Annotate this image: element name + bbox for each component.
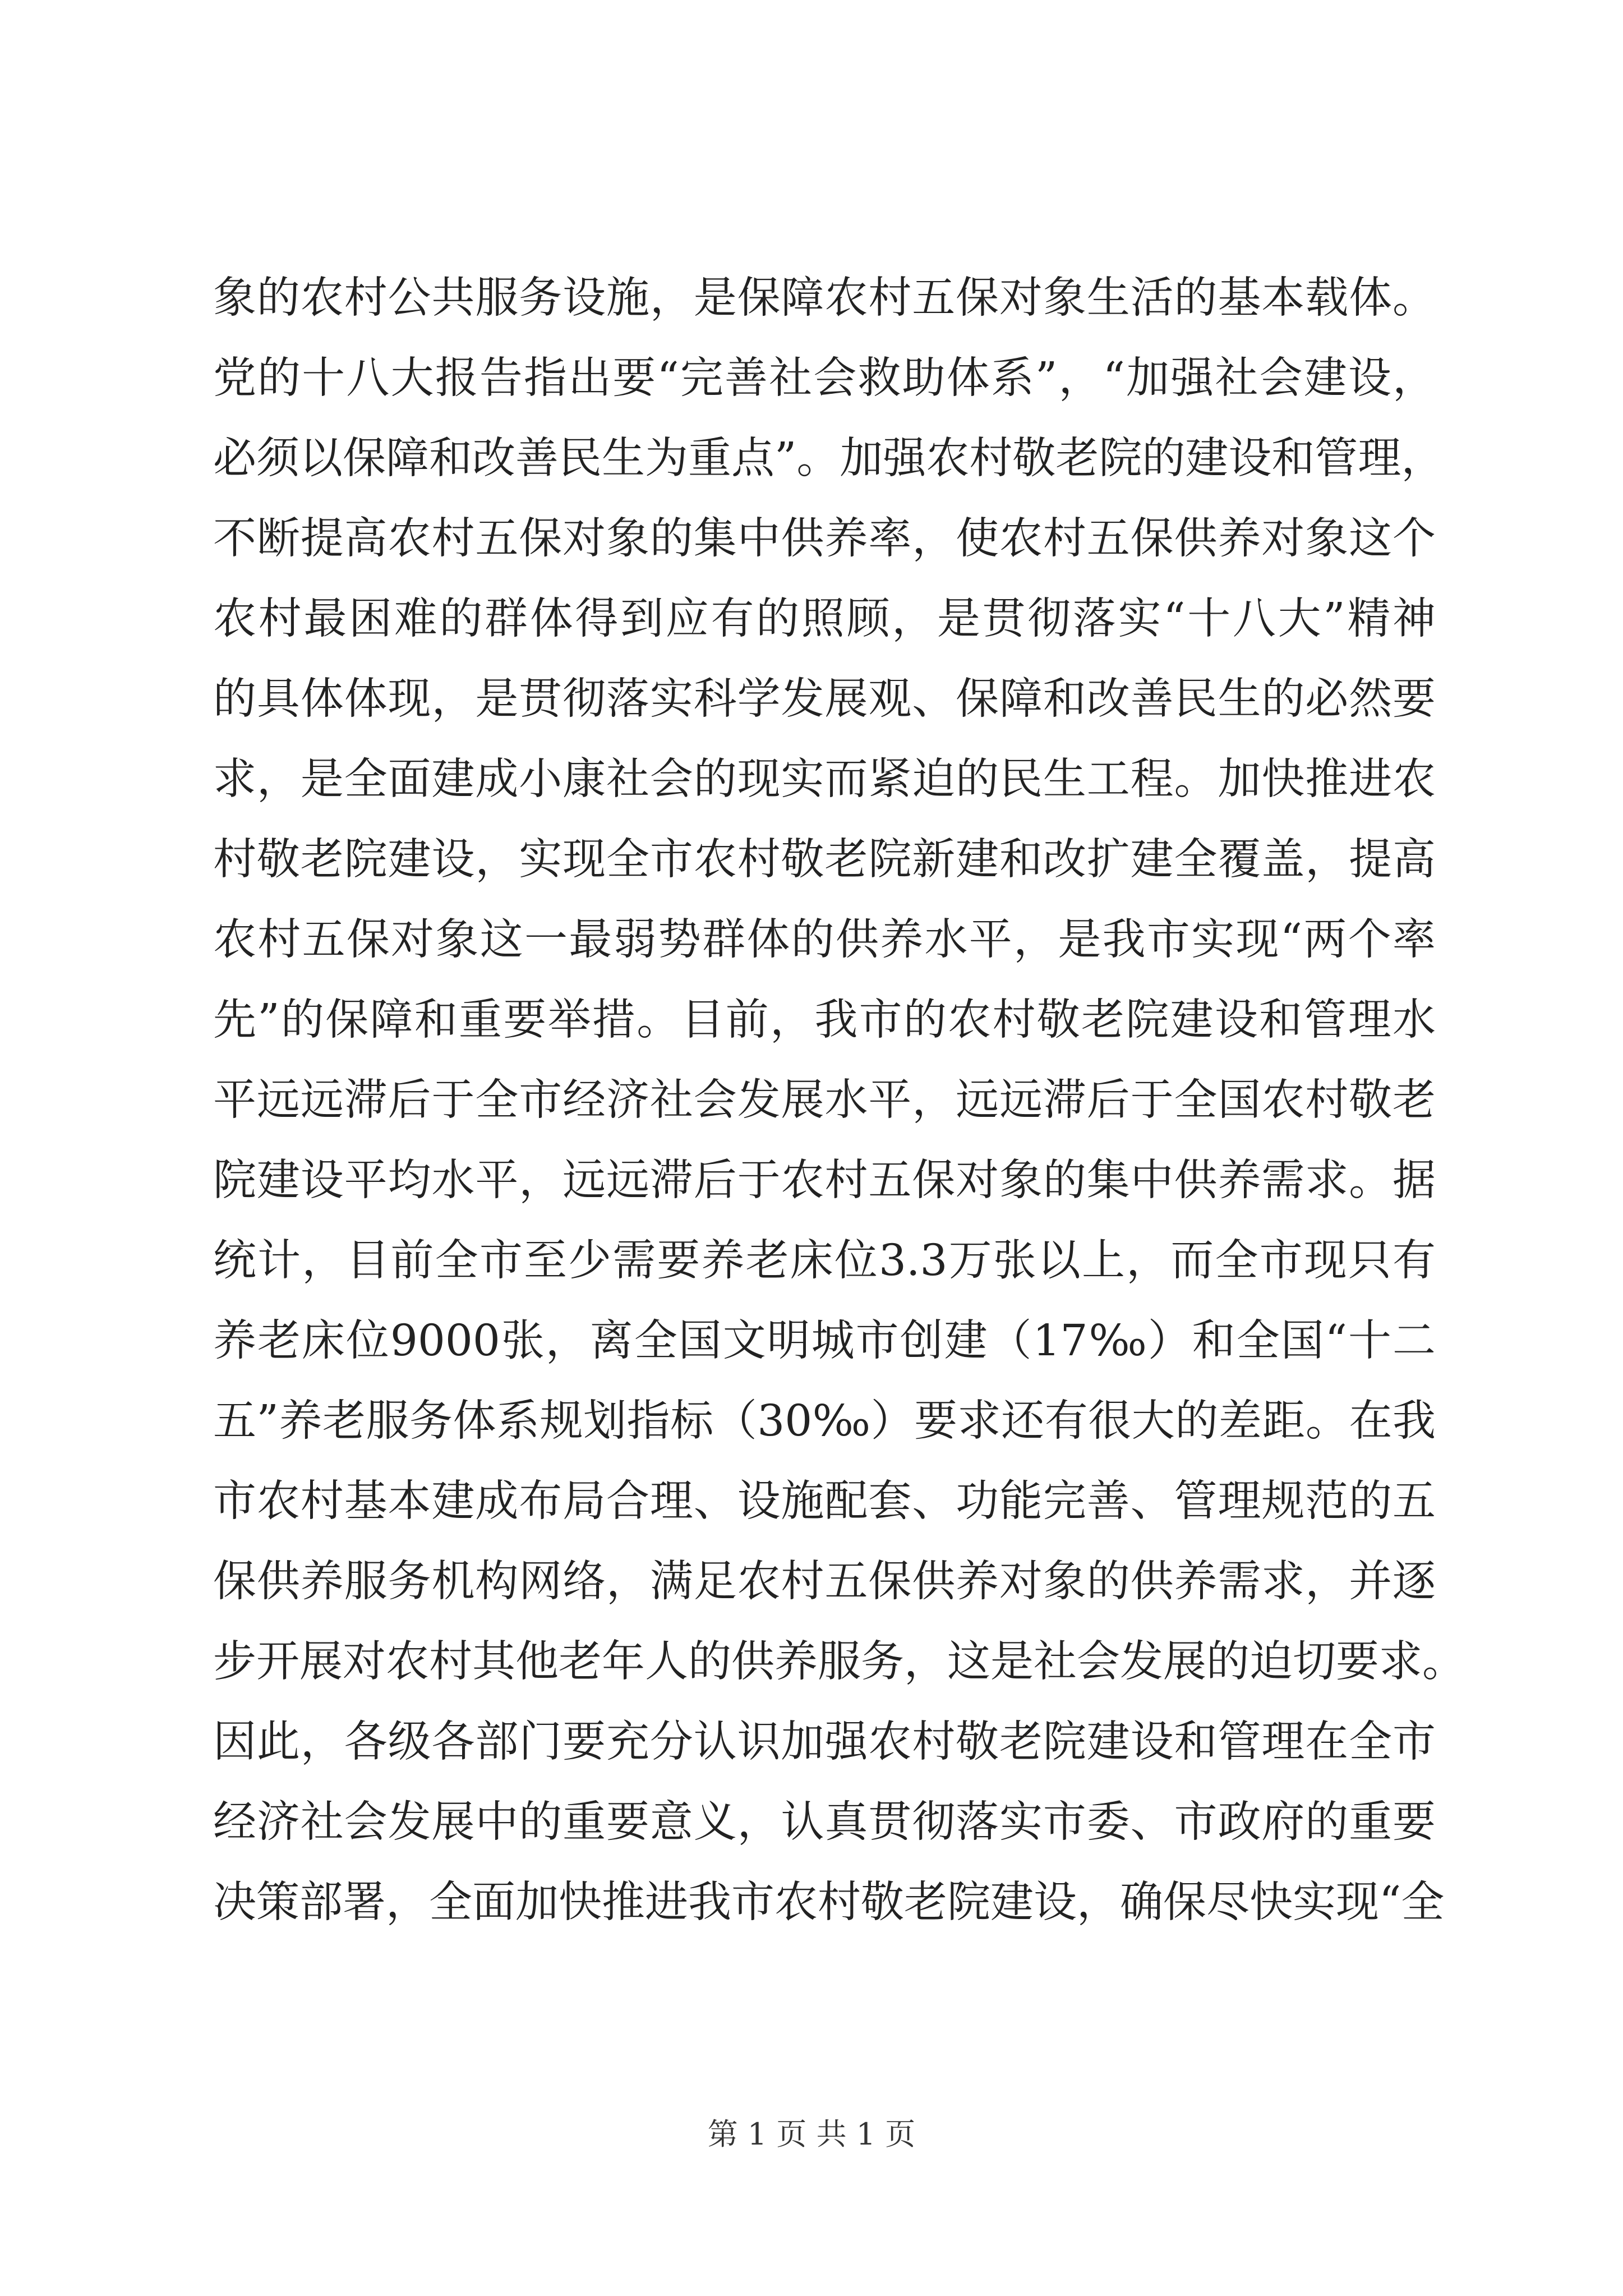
page-number: 第 1 页 共 1 页 <box>707 2116 916 2152</box>
text-line: 统计，目前全市至少需要养老床位3.3万张以上，而全市现只有 <box>213 1236 1436 1286</box>
text-line: 农村最困难的群体得到应有的照顾，是贯彻落实“十八大”精神 <box>213 594 1436 644</box>
text-line: 五”养老服务体系规划指标（30‰）要求还有很大的差距。在我 <box>213 1396 1436 1446</box>
text-line: 院建设平均水平，远远滞后于农村五保对象的集中供养需求。据 <box>213 1156 1436 1205</box>
text-line: 保供养服务机构网络，满足农村五保供养对象的供养需求，并逐 <box>213 1557 1436 1607</box>
text-line: 平远远滞后于全市经济社会发展水平，远远滞后于全国农村敬老 <box>213 1075 1436 1125</box>
text-line: 不断提高农村五保对象的集中供养率，使农村五保供养对象这个 <box>213 514 1436 564</box>
text-line: 经济社会发展中的重要意义，认真贯彻落实市委、市政府的重要 <box>213 1797 1436 1847</box>
text-line: 因此，各级各部门要充分认识加强农村敬老院建设和管理在全市 <box>213 1717 1436 1767</box>
page-footer <box>0 2115 1623 2154</box>
text-line: 养老床位9000张，离全国文明城市创建（17‰）和全国“十二 <box>213 1316 1436 1366</box>
text-line: 村敬老院建设，实现全市农村敬老院新建和改扩建全覆盖，提高 <box>213 835 1436 885</box>
text-line: 求，是全面建成小康社会的现实而紧迫的民生工程。加快推进农 <box>213 754 1436 804</box>
text-line: 必须以保障和改善民生为重点”。加强农村敬老院的建设和管理， <box>213 434 1445 484</box>
text-line: 步开展对农村其他老年人的供养服务，这是社会发展的迫切要求。 <box>213 1637 1465 1687</box>
text-line: 象的农村公共服务设施，是保障农村五保对象生活的基本载体。 <box>213 273 1436 323</box>
text-line: 的具体体现，是贯彻落实科学发展观、保障和改善民生的必然要 <box>213 674 1436 724</box>
text-line: 决策部署，全面加快推进我市农村敬老院建设，确保尽快实现“全 <box>213 1878 1445 1927</box>
text-line: 党的十八大报告指出要“完善社会救助体系”，“加强社会建设， <box>213 353 1436 403</box>
text-line: 先”的保障和重要举措。目前，我市的农村敬老院建设和管理水 <box>213 995 1436 1045</box>
text-line: 农村五保对象这一最弱势群体的供养水平，是我市实现“两个率 <box>213 915 1436 965</box>
text-line: 市农村基本建成布局合理、设施配套、功能完善、管理规范的五 <box>213 1476 1436 1526</box>
body-paragraph <box>213 258 1465 1943</box>
